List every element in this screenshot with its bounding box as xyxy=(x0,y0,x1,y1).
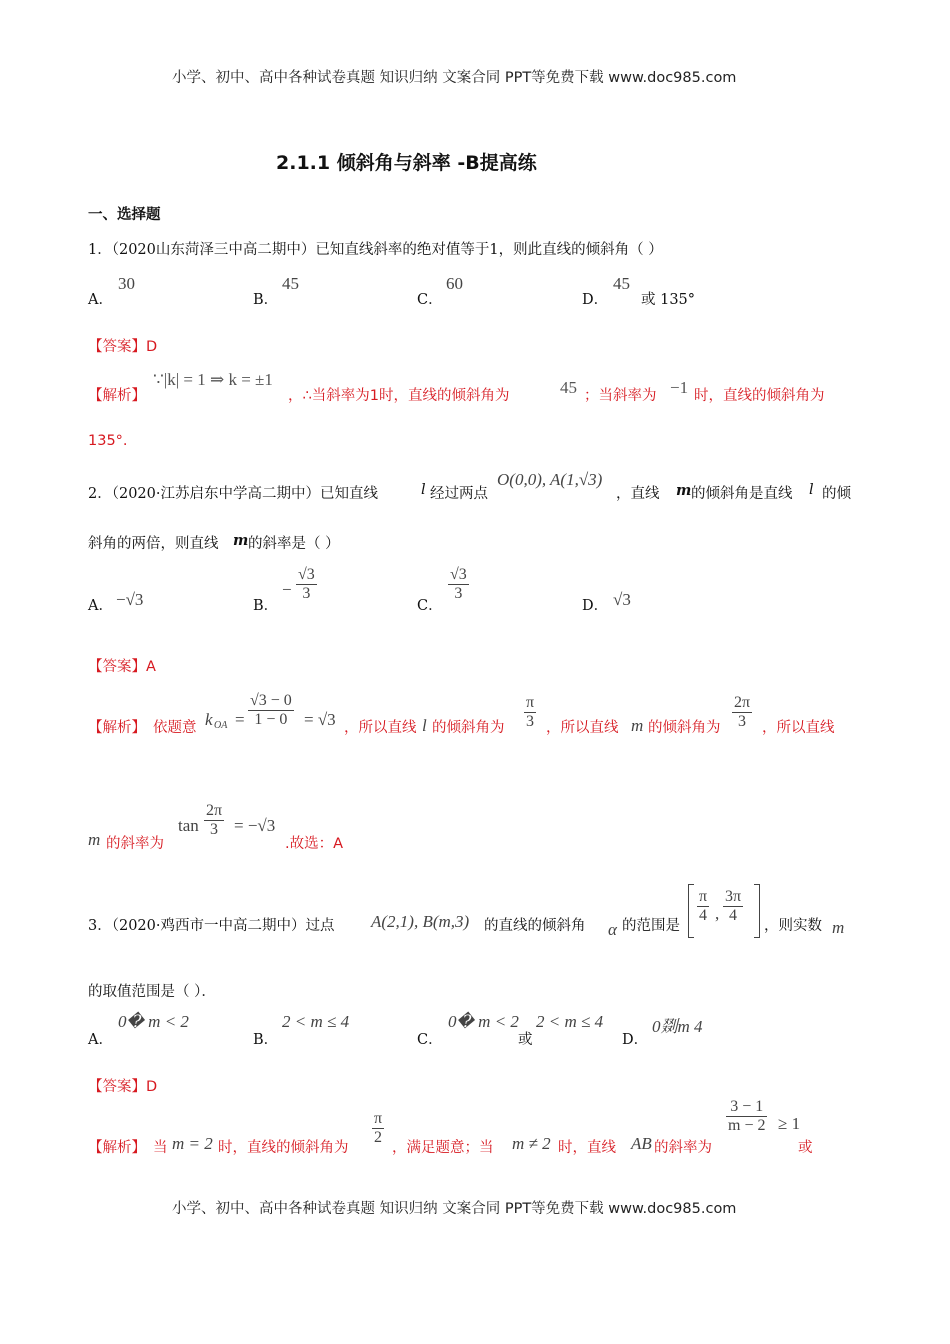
q2-option-a-label: A． xyxy=(88,598,113,614)
q1-option-c: 60 xyxy=(446,274,463,293)
q1-option-d: 45 xyxy=(613,274,630,293)
q1-analysis-text3: 时，直线的倾斜角为 xyxy=(694,388,825,404)
q2-option-d: √3 xyxy=(613,590,631,609)
question-3-stem-line1: 3．（2020·鸡西市一中高二期中）过点 A(2,1), B(m,3) 的直线的倾斜角 α 的范围是 $\frac{\pi}{4}$ , $\frac{3\pi}{4}$ ，则实数 m xyxy=(88,884,868,944)
q3-analysis-label: 【解析】 xyxy=(88,1140,146,1156)
q2-analysis-fraction: $\frac{√3 - 0}{1 - 0}$ xyxy=(250,692,292,729)
q1-analysis-text1: ，∴当斜率为1时，直线的倾斜角为 xyxy=(288,388,510,404)
q1-analysis-text2: ；当斜率为 xyxy=(584,388,657,404)
q3-analysis: 【解析】 当 m = 2 时，直线的倾斜角为 $\frac{\pi}{2}$ ，满足题意；当 m ≠ 2 时，直线 AB 的斜率为 $\frac{3 - 1}{m - 2}$ ≥ 1 或 xyxy=(88,1098,813,1156)
q3-answer: 【答案】D xyxy=(88,1079,158,1095)
q2-option-b-label: B． xyxy=(253,598,279,614)
question-3-options: A． 0� m < 2 B． 2 < m ≤ 4 C． 0� m < 2 或 2 < m ≤ 4 D． 0剟m 4 xyxy=(88,1012,703,1048)
q2-analysis-line2: m 的斜率为 tan $\frac{2\pi}{3}$ = −√3 .故选：A xyxy=(88,802,344,852)
q2-option-b: $\frac{√3}{3}$ xyxy=(298,566,315,603)
q3-option-c1: 0� m < 2 xyxy=(448,1012,519,1031)
q1-analysis-text4: 135°. xyxy=(88,433,128,449)
q1-analysis xyxy=(88,368,868,402)
q1-analysis-math3: −1 xyxy=(670,378,689,397)
q1-analysis-math2: 45 xyxy=(560,378,577,397)
q3-option-a-label: A． xyxy=(88,1032,113,1048)
q2-option-c-label: C． xyxy=(417,598,443,614)
question-2-options: A． −√3 B． − $\frac{√3}{3}$ C． $\frac{√3}{3}$ D． √3 xyxy=(88,566,631,614)
q3-option-c2: 2 < m ≤ 4 xyxy=(536,1012,604,1031)
q3-option-c-label: C． xyxy=(417,1032,443,1048)
question-2-stem-line2: 斜角的两倍，则直线 m 的斜率是（ ） xyxy=(88,532,340,552)
q1-option-b-label: B． xyxy=(253,292,279,308)
q1-option-a-label: A． xyxy=(88,292,113,308)
q1-analysis-math1: ∵|k| = 1 ⇒ k = ±1 xyxy=(153,370,273,389)
q2-option-c: $\frac{√3}{3}$ xyxy=(450,566,467,603)
q1-option-b: 45 xyxy=(282,274,299,293)
page-header: 小学、初中、高中各种试卷真题 知识归纳 文案合同 PPT等免费下载 www.doc985.com xyxy=(172,70,737,86)
q2-option-d-label: D． xyxy=(582,598,609,614)
question-1-stem: 1．（2020山东菏泽三中高二期中）已知直线斜率的绝对值等于1，则此直线的倾斜角（ ） xyxy=(88,242,663,258)
q1-option-d-label: D． xyxy=(582,292,609,308)
q3-option-a: 0� m < 2 xyxy=(118,1012,189,1031)
section-heading: 一、选择题 xyxy=(88,207,161,223)
question-1-options xyxy=(88,276,868,306)
q2-points: O(0,0), A(1,√3) xyxy=(497,470,603,489)
page-title: 2.1.1 倾斜角与斜率 -B提高练 xyxy=(276,152,537,174)
q2-option-a: −√3 xyxy=(116,590,144,609)
q3-option-d: 0剟m 4 xyxy=(652,1017,703,1036)
q1-option-d-tail: 或 135° xyxy=(641,292,696,308)
q3-range: $\frac{\pi}{4}$ , $\frac{3\pi}{4}$ xyxy=(688,884,760,938)
q2-analysis-line1: 【解析】 依题意 k OA = $\frac{√3 - 0}{1 - 0}$ = √3 ，所以直线 l 的倾斜角为 $\frac{\pi}{3}$ ，所以直线 m 的倾斜角为 $\frac{2\pi}{3}$ ，所以直线 xyxy=(88,692,835,736)
q3-option-b-label: B． xyxy=(253,1032,279,1048)
question-2-stem-line1: 2．（2020·江苏启东中学高二期中）已知直线 l 经过两点 O(0,0), A(1,√3) ，直线 m 的倾斜角是直线 l 的倾 xyxy=(88,470,851,502)
q1-option-a: 30 xyxy=(118,274,135,293)
question-3-stem-line2: 的取值范围是（ ）． xyxy=(88,984,216,1000)
q3-points: A(2,1), B(m,3) xyxy=(371,912,470,931)
q2-analysis-label: 【解析】 xyxy=(88,720,146,736)
q1-analysis-label: 【解析】 xyxy=(88,388,146,404)
q3-option-b: 2 < m ≤ 4 xyxy=(282,1012,350,1031)
page-footer: 小学、初中、高中各种试卷真题 知识归纳 文案合同 PPT等免费下载 www.doc985.com xyxy=(172,1201,737,1217)
q1-answer: 【答案】D xyxy=(88,339,158,355)
q3-option-d-label: D． xyxy=(622,1032,649,1048)
q1-option-c-label: C． xyxy=(417,292,443,308)
q2-answer: 【答案】A xyxy=(88,659,156,675)
